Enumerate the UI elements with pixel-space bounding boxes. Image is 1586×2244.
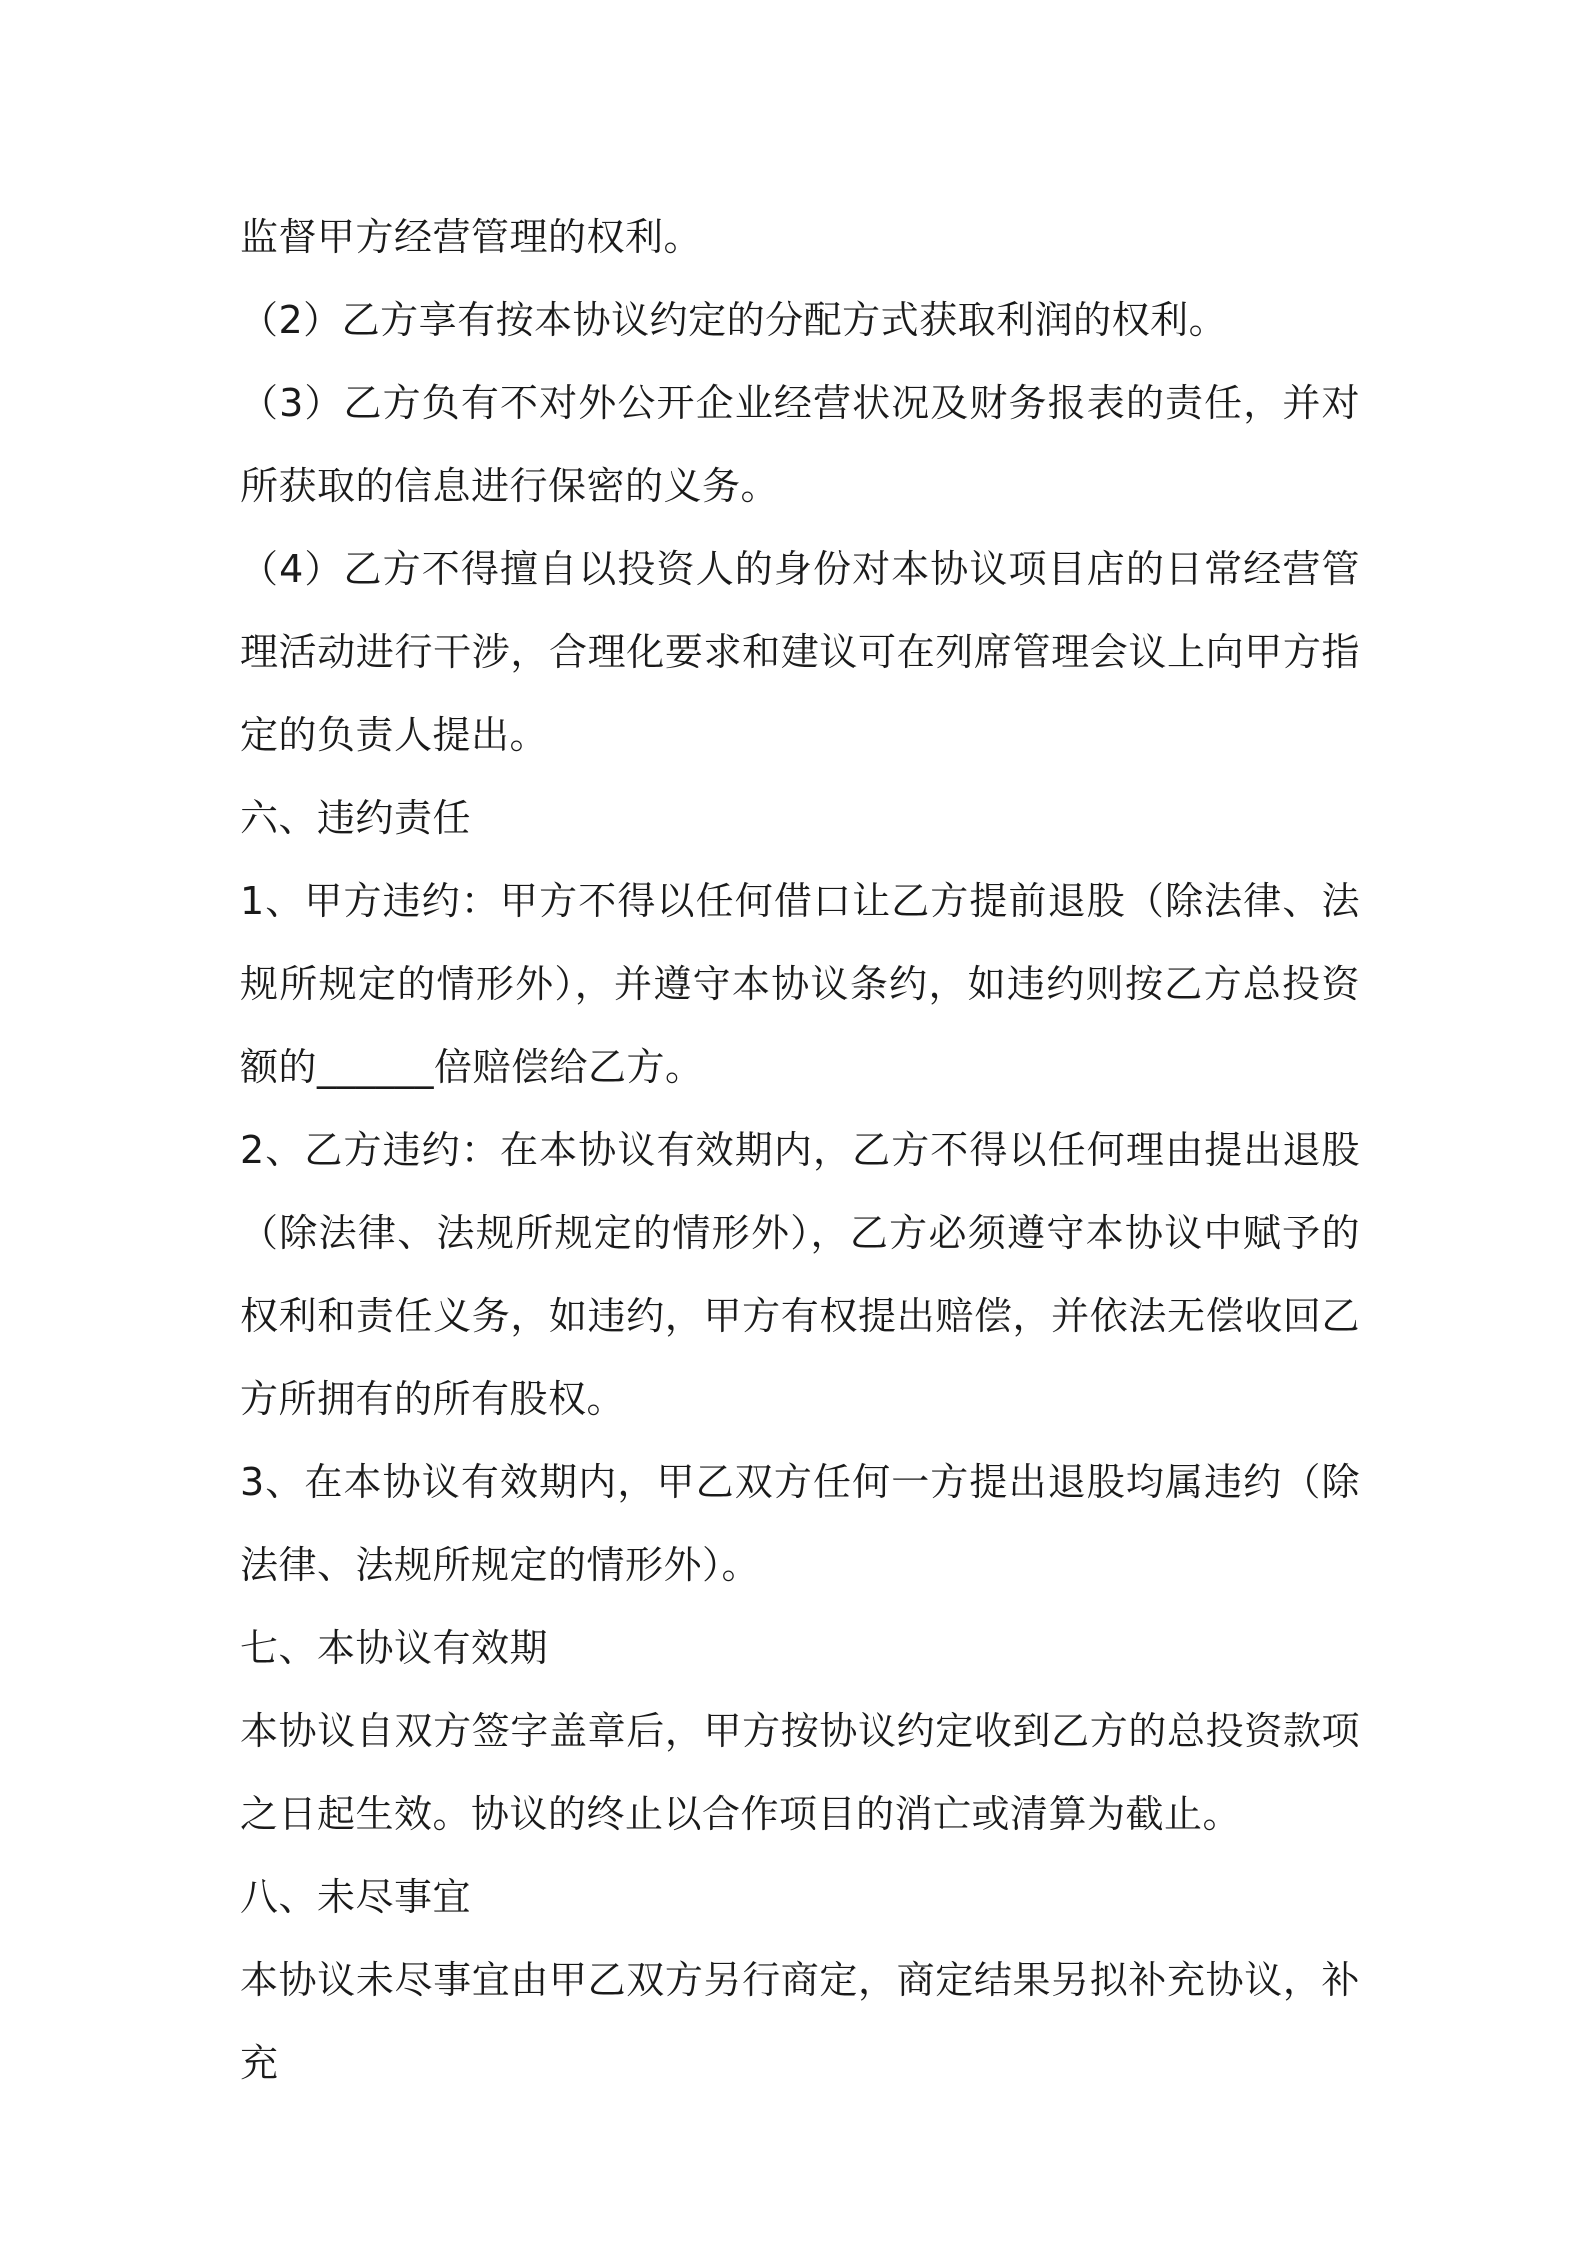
- section-heading-validity: 七、本协议有效期: [240, 1626, 549, 1670]
- paragraph-right-4: （4）乙方不得擅自以投资人的身份对本协议项目店的日常经营管理活动进行干涉，合理化要求和建议可在列席管理会议上向甲方指定的负责人提出。: [240, 547, 1360, 757]
- paragraph-right-3: （3）乙方负有不对外公开企业经营状况及财务报表的责任，并对所获取的信息进行保密的义务。: [240, 381, 1360, 508]
- paragraph-rights-continuation: 监督甲方经营管理的权利。: [240, 215, 703, 259]
- document-body: [240, 196, 1360, 2105]
- paragraph-breach-party-a: 1、甲方违约：甲方不得以任何借口让乙方提前退股（除法律、法规所规定的情形外），并遵守本协议条约，如违约则按乙方总投资额的______倍赔偿给乙方。: [240, 879, 1360, 1089]
- paragraph-breach-either-party: 3、在本协议有效期内，甲乙双方任何一方提出退股均属违约（除法律、法规所规定的情形外）。: [240, 1460, 1360, 1587]
- paragraph-other-matters: 本协议未尽事宜由甲乙双方另行商定，商定结果另拟补充协议，补充: [240, 1958, 1360, 2085]
- paragraph-validity: 本协议自双方签字盖章后，甲方按协议约定收到乙方的总投资款项之日起生效。协议的终止以合作项目的消亡或清算为截止。: [240, 1709, 1360, 1836]
- section-heading-other-matters: 八、未尽事宜: [240, 1875, 472, 1919]
- paragraph-breach-party-b: 2、乙方违约：在本协议有效期内，乙方不得以任何理由提出退股（除法律、法规所规定的情形外），乙方必须遵守本协议中赋予的权利和责任义务，如违约，甲方有权提出赔偿，并依法无偿收回乙方所拥有的所有股权。: [240, 1128, 1360, 1421]
- paragraph-right-2: （2）乙方享有按本协议约定的分配方式获取利润的权利。: [240, 298, 1228, 342]
- section-heading-breach: 六、违约责任: [240, 796, 472, 840]
